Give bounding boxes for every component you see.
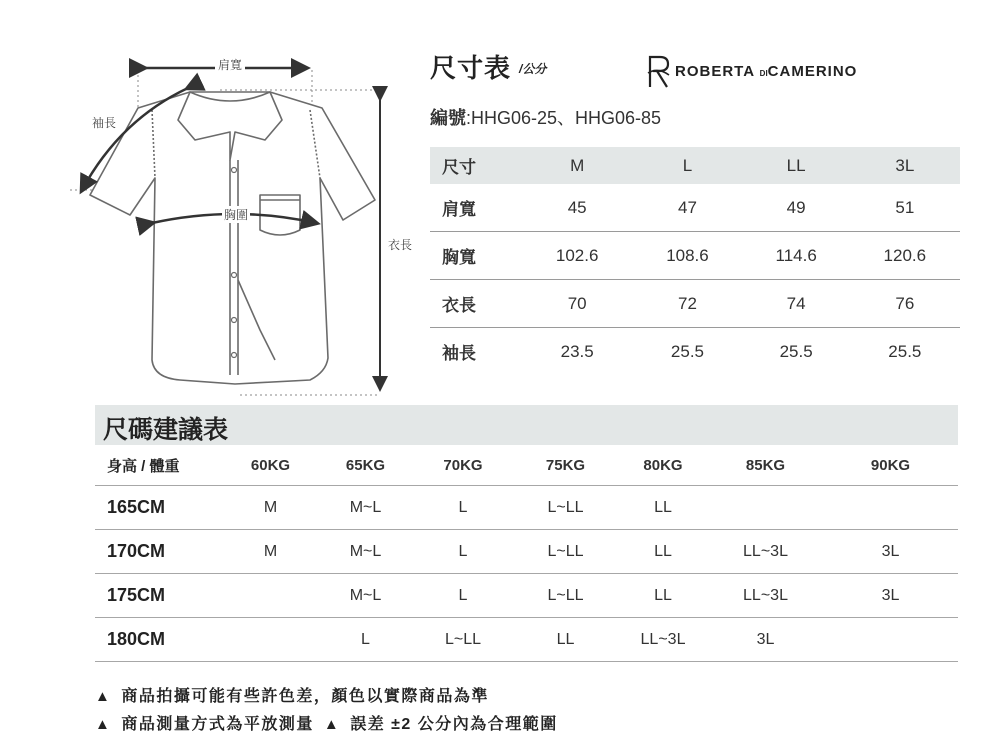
col-header: 60KG: [223, 445, 318, 486]
brand-name-2: CAMERINO: [767, 62, 858, 80]
cell: 102.6: [522, 232, 632, 280]
brand-name-1: ROBERTA: [675, 62, 755, 80]
cell: [823, 618, 958, 662]
row-label: 肩寬: [430, 184, 522, 232]
cell: [823, 486, 958, 530]
cell: LL: [618, 574, 708, 618]
recommendation-table: [95, 445, 958, 662]
row-label: 衣長: [430, 280, 522, 328]
col-header: 65KG: [318, 445, 413, 486]
cell: 45: [522, 184, 632, 232]
cell: 70: [522, 280, 632, 328]
cell: LL: [513, 618, 618, 662]
row-label: 胸寬: [430, 232, 522, 280]
cell: M~L: [318, 574, 413, 618]
row-label: 袖長: [442, 344, 476, 363]
cell: M: [223, 530, 318, 574]
cell: LL: [618, 486, 708, 530]
cell: 47: [632, 184, 742, 232]
cell: L: [413, 530, 513, 574]
cell: 25.5: [670, 341, 705, 361]
cell: 25.5: [779, 341, 813, 361]
triangle-icon: ▲: [95, 688, 112, 705]
cell: LL~3L: [618, 618, 708, 662]
table-row: [430, 184, 960, 232]
cell: 23.5: [560, 341, 594, 361]
cell: 3L: [823, 574, 958, 618]
cell: 108.6: [632, 232, 742, 280]
brand-logo: [645, 53, 857, 89]
chest-label: 胸圍: [224, 208, 249, 222]
cell: 120.6: [850, 232, 960, 280]
triangle-icon: ▲: [323, 716, 341, 733]
col-header: 90KG: [823, 445, 958, 486]
col-header: M: [522, 147, 632, 184]
model-label: 編號: [430, 108, 466, 128]
recommendation-header-row: [95, 445, 958, 486]
cell: L: [413, 574, 513, 618]
brand-name-di: DI: [759, 68, 768, 78]
cell: 74: [743, 280, 850, 328]
cell: [708, 486, 823, 530]
cell: [223, 618, 318, 662]
size-table: [430, 147, 960, 375]
size-table-header: [430, 147, 960, 184]
cell: L: [318, 618, 413, 662]
cell: M~L: [318, 530, 413, 574]
cell: L~LL: [513, 574, 618, 618]
shoulder-label: 肩寬: [215, 56, 245, 73]
cell: L~LL: [513, 486, 618, 530]
note-line: [95, 683, 489, 706]
brand-emblem-icon: [645, 53, 671, 89]
note-text: 商品拍攝可能有些許色差，顏色以實際商品為準: [121, 688, 489, 705]
table-row: [430, 280, 960, 328]
cell: 3L: [708, 618, 823, 662]
table-row: [95, 618, 958, 662]
table-row: [430, 328, 960, 376]
col-header: 75KG: [513, 445, 618, 486]
cell: M: [223, 486, 318, 530]
cell: [223, 574, 318, 618]
cell: M~L: [318, 486, 413, 530]
col-header: 尺寸: [430, 147, 522, 184]
col-header: 身高 / 體重: [95, 445, 223, 486]
col-header: LL: [743, 147, 850, 184]
note-text: 商品測量方式為平放測量: [121, 716, 314, 733]
cell: 49: [743, 184, 850, 232]
model-number: [430, 104, 661, 130]
cell: 76: [850, 280, 960, 328]
table-row: [430, 232, 960, 280]
cell: L~LL: [413, 618, 513, 662]
row-label: 180CM: [95, 618, 223, 662]
table-row: [95, 530, 958, 574]
col-header: 3L: [850, 147, 960, 184]
row-label: 170CM: [95, 530, 223, 574]
length-label: 衣長: [388, 238, 413, 252]
col-header: L: [632, 147, 742, 184]
cell: LL~3L: [708, 574, 823, 618]
table-row: [95, 574, 958, 618]
cell: 72: [632, 280, 742, 328]
sleeve-label: 袖長: [92, 116, 117, 130]
col-header: 80KG: [618, 445, 708, 486]
recommendation-title: 尺碼建議表: [103, 416, 229, 444]
row-label: 165CM: [95, 486, 223, 530]
table-row: [95, 486, 958, 530]
col-header: 70KG: [413, 445, 513, 486]
cell: L~LL: [513, 530, 618, 574]
cell: 3L: [823, 530, 958, 574]
cell: 51: [850, 184, 960, 232]
model-value: :HHG06-25、HHG06-85: [466, 108, 662, 128]
note-line: [95, 711, 558, 734]
cell: LL: [618, 530, 708, 574]
triangle-icon: ▲: [95, 716, 112, 733]
cell: L: [413, 486, 513, 530]
row-label: 175CM: [95, 574, 223, 618]
col-header: 85KG: [708, 445, 823, 486]
unit-label: /公分: [519, 62, 547, 76]
cell: 114.6: [743, 232, 850, 280]
cell: LL~3L: [708, 530, 823, 574]
page-title: 尺寸表: [430, 53, 512, 83]
cell: 25.5: [888, 341, 922, 361]
note-text: 誤差 ±2 公分內為合理範圍: [350, 716, 558, 733]
